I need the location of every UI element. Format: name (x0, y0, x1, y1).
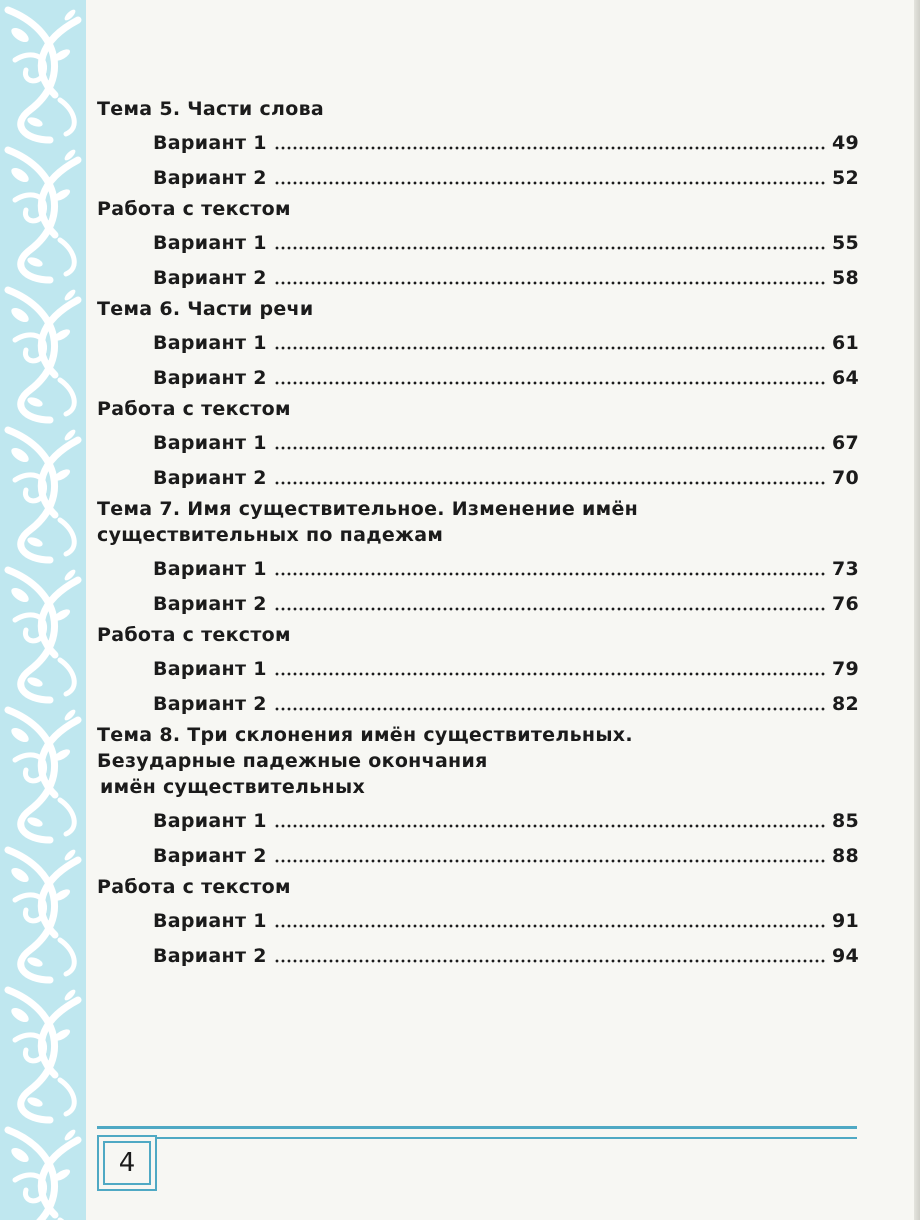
dot-leader (274, 281, 825, 285)
toc-entry-page: 91 (831, 910, 859, 932)
page-number: 4 (103, 1141, 151, 1185)
toc-entry[interactable] (97, 126, 859, 161)
toc-heading (97, 622, 859, 648)
toc-entry-label: Вариант 1 (153, 132, 267, 154)
toc-entry[interactable] (97, 652, 859, 687)
toc-entry-page: 64 (831, 367, 859, 389)
toc-entry-label: Вариант 2 (153, 845, 267, 867)
dot-leader (274, 181, 825, 185)
toc-entry-label: Вариант 1 (153, 332, 267, 354)
toc-entry-page: 79 (831, 658, 859, 680)
toc-heading (97, 396, 859, 422)
toc-entry[interactable] (97, 687, 859, 722)
toc-entry-page: 82 (831, 693, 859, 715)
toc-entry[interactable] (97, 161, 859, 196)
toc-heading (97, 874, 859, 900)
toc-entry-page: 52 (831, 167, 859, 189)
toc-entry[interactable] (97, 361, 859, 396)
dot-leader (274, 346, 825, 350)
dot-leader (274, 607, 825, 611)
toc-entry[interactable] (97, 552, 859, 587)
toc-entry-page: 55 (831, 232, 859, 254)
toc-entry-page: 85 (831, 810, 859, 832)
toc-heading-line: Тема 8. Три склонения имён существительных. (97, 724, 633, 746)
toc-entry[interactable] (97, 461, 859, 496)
toc-entry-label: Вариант 1 (153, 558, 267, 580)
toc-entry-label: Вариант 2 (153, 593, 267, 615)
toc-entry-label: Вариант 2 (153, 267, 267, 289)
toc-entry[interactable] (97, 426, 859, 461)
toc-heading-line: Тема 6. Части речи (97, 298, 314, 320)
toc-entry-page: 73 (831, 558, 859, 580)
dot-leader (274, 707, 825, 711)
dot-leader (274, 959, 825, 963)
toc-heading-line: Работа с текстом (97, 624, 291, 646)
toc-entry[interactable] (97, 587, 859, 622)
toc-entry-label: Вариант 1 (153, 910, 267, 932)
table-of-contents (97, 96, 859, 974)
footer-rule (97, 1126, 857, 1139)
toc-heading-line: Работа с текстом (97, 876, 291, 898)
toc-heading-line: Работа с текстом (97, 398, 291, 420)
toc-entry-page: 76 (831, 593, 859, 615)
dot-leader (274, 859, 825, 863)
dot-leader (274, 672, 825, 676)
dot-leader (274, 481, 825, 485)
toc-entry-page: 67 (831, 432, 859, 454)
toc-heading-line: существительных по падежам (97, 524, 444, 546)
toc-entry[interactable] (97, 261, 859, 296)
page-number-box (97, 1135, 157, 1191)
toc-heading-line: Тема 7. Имя существительное. Изменение имён (97, 498, 639, 520)
dot-leader (274, 824, 825, 828)
toc-entry-page: 94 (831, 945, 859, 967)
toc-entry[interactable] (97, 226, 859, 261)
toc-entry-label: Вариант 1 (153, 232, 267, 254)
toc-entry[interactable] (97, 804, 859, 839)
toc-heading-line: имён существительных (100, 776, 366, 798)
toc-entry[interactable] (97, 939, 859, 974)
toc-entry-label: Вариант 2 (153, 945, 267, 967)
dot-leader (274, 572, 825, 576)
toc-entry-page: 88 (831, 845, 859, 867)
leaf-ornament-icon (0, 0, 86, 1220)
toc-entry-page: 58 (831, 267, 859, 289)
toc-entry[interactable] (97, 326, 859, 361)
dot-leader (274, 246, 825, 250)
toc-entry-label: Вариант 2 (153, 467, 267, 489)
toc-heading (97, 296, 859, 322)
toc-heading-line: Тема 5. Части слова (97, 98, 325, 120)
toc-entry-label: Вариант 1 (153, 432, 267, 454)
toc-heading-line: Безударные падежные окончания (97, 750, 488, 772)
decorative-ornament-border (0, 0, 86, 1220)
toc-heading (97, 496, 859, 548)
toc-heading (97, 722, 859, 800)
toc-entry-label: Вариант 1 (153, 658, 267, 680)
toc-heading-line: Работа с текстом (97, 198, 291, 220)
toc-entry-label: Вариант 2 (153, 367, 267, 389)
dot-leader (274, 924, 825, 928)
page-edge (914, 0, 920, 1220)
toc-entry-page: 61 (831, 332, 859, 354)
dot-leader (274, 381, 825, 385)
toc-entry-page: 70 (831, 467, 859, 489)
toc-entry-label: Вариант 2 (153, 167, 267, 189)
toc-heading (97, 196, 859, 222)
toc-entry[interactable] (97, 839, 859, 874)
toc-entry[interactable] (97, 904, 859, 939)
toc-entry-page: 49 (831, 132, 859, 154)
toc-entry-label: Вариант 1 (153, 810, 267, 832)
dot-leader (274, 146, 825, 150)
toc-entry-label: Вариант 2 (153, 693, 267, 715)
dot-leader (274, 446, 825, 450)
toc-heading (97, 96, 859, 122)
